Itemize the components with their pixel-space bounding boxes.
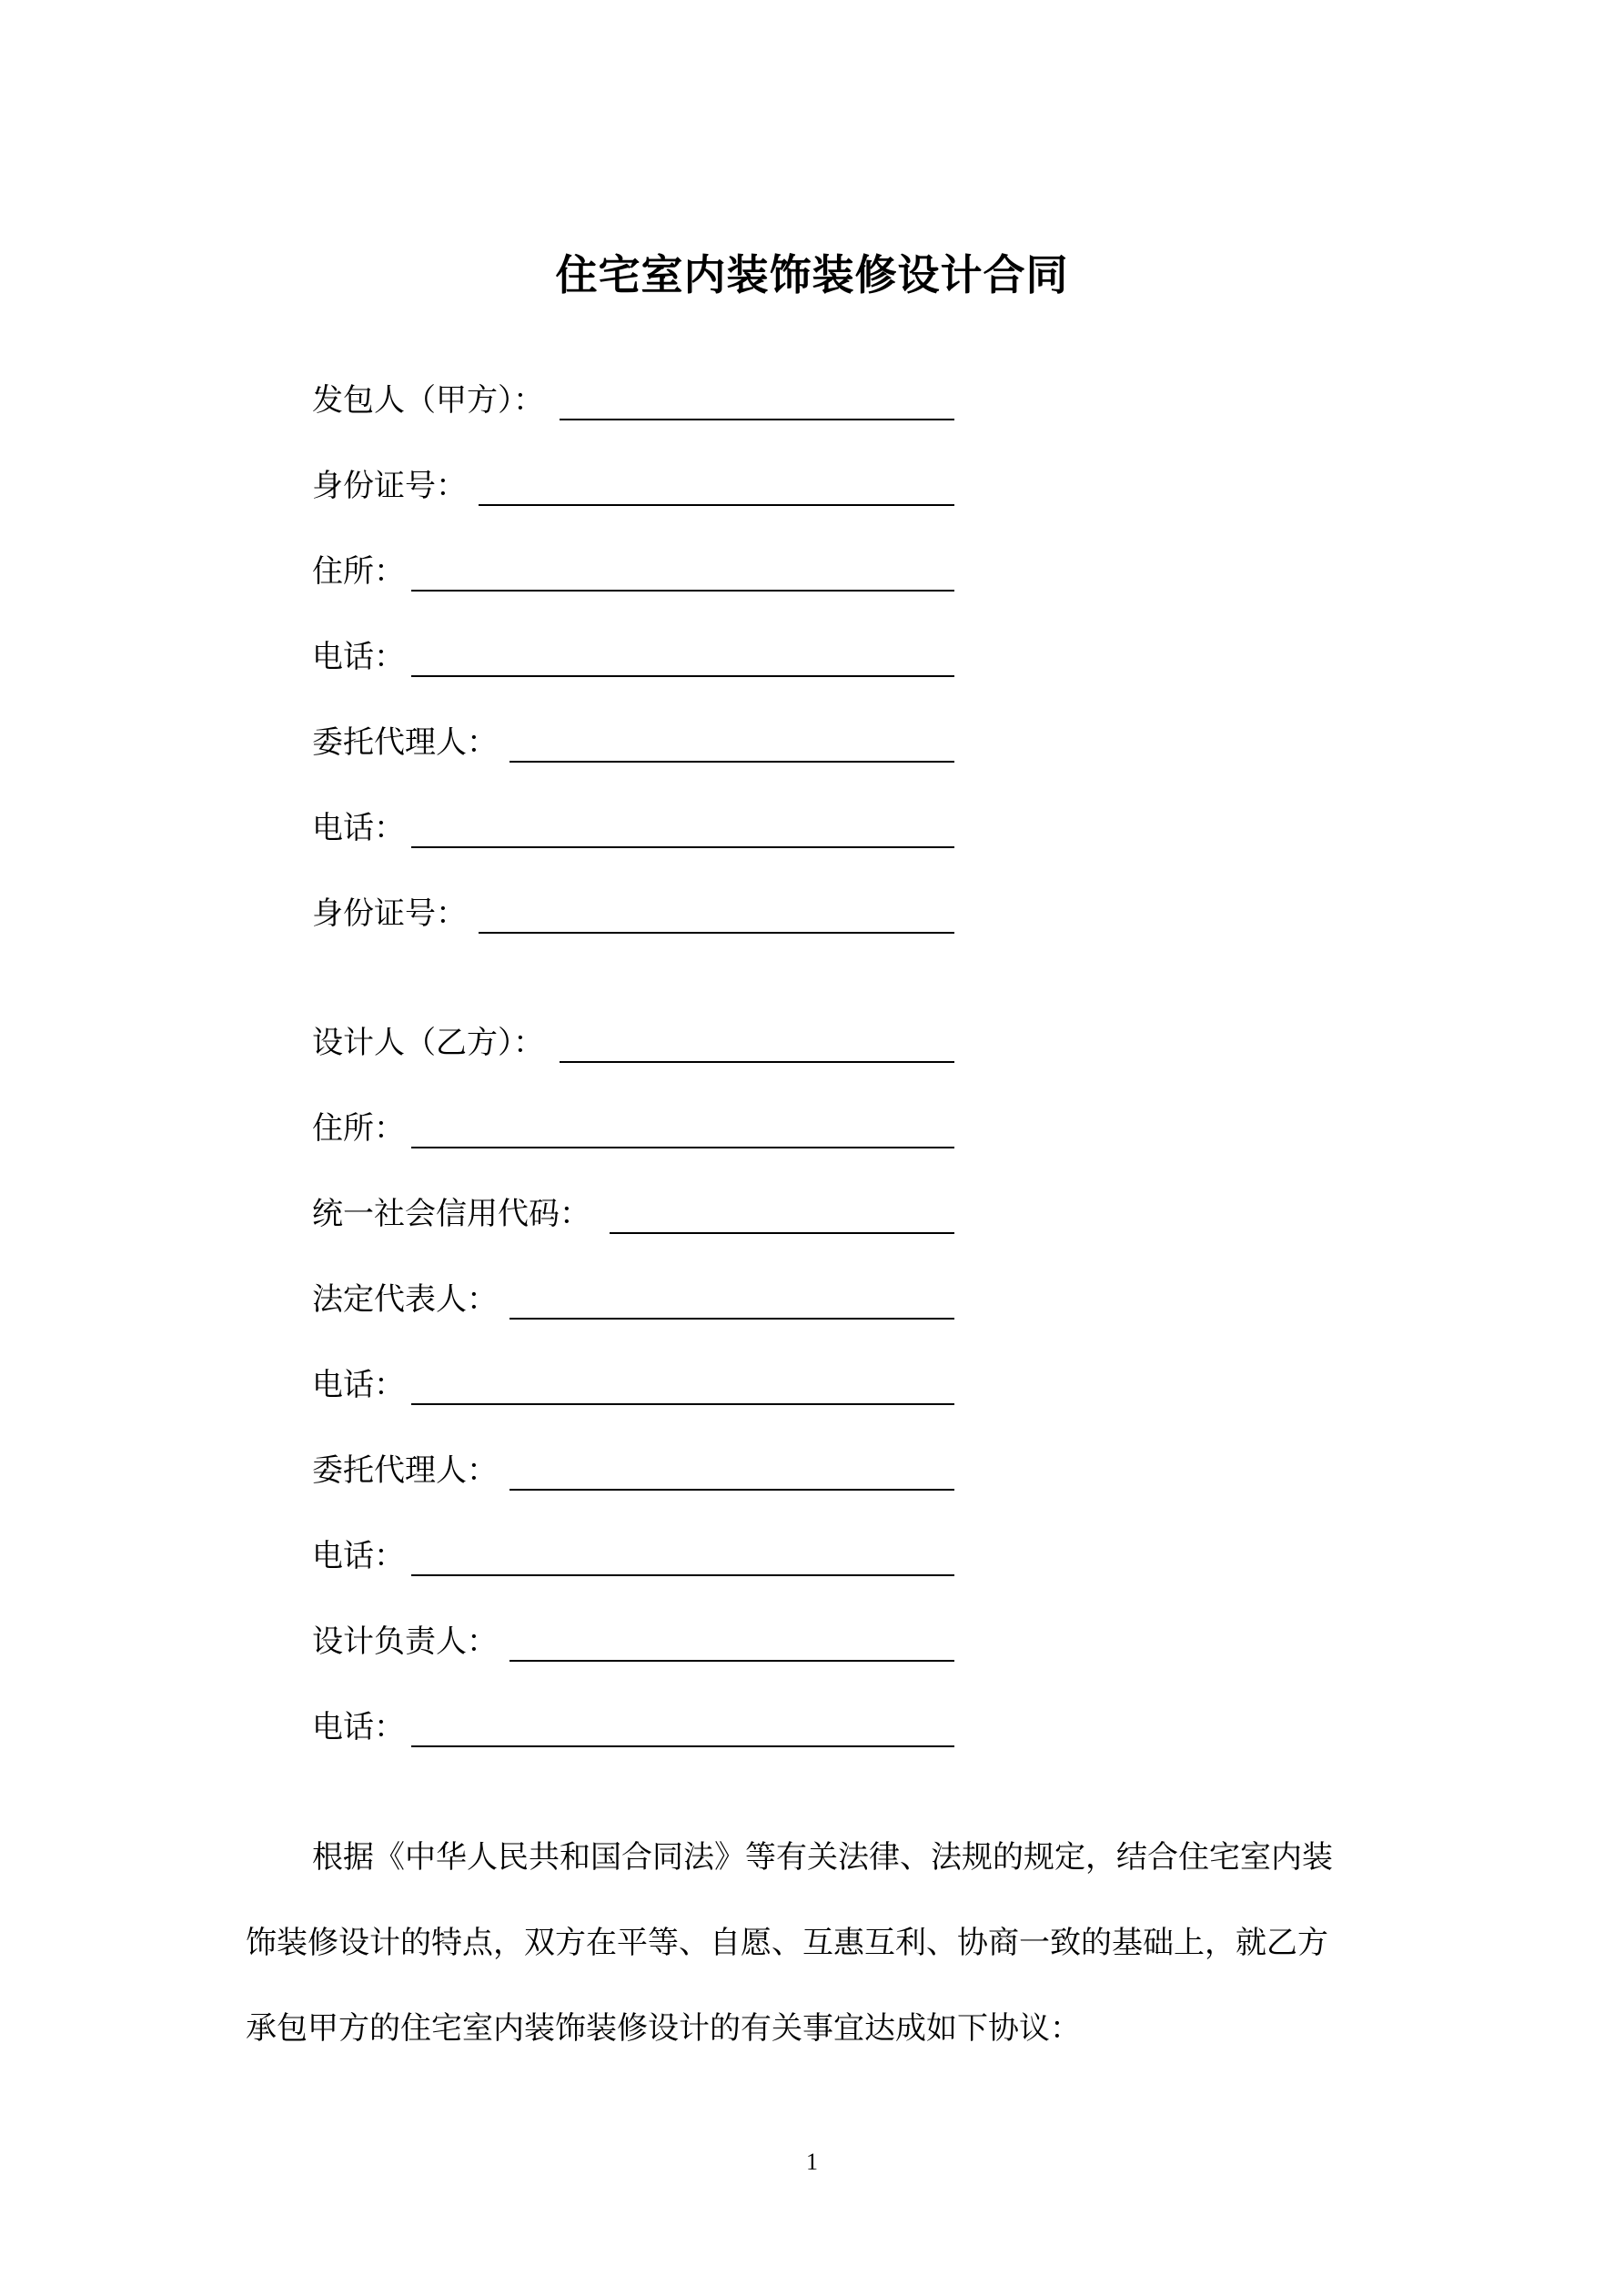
field-a-phone [312, 634, 954, 680]
field-a-phone-label: 电话： [312, 639, 405, 675]
field-a-agent-id-label: 身份证号： [312, 895, 467, 932]
field-b-agent-phone [312, 1533, 954, 1579]
field-a-agent-blank[interactable] [509, 761, 954, 763]
field-designer [312, 1020, 954, 1066]
field-b-phone-blank[interactable] [411, 1403, 954, 1405]
field-a-agent-id [312, 891, 954, 936]
field-a-address-label: 住所： [312, 553, 405, 590]
field-credit-code-label: 统一社会信用代码： [312, 1196, 590, 1232]
field-design-lead-label: 设计负责人： [312, 1623, 498, 1660]
field-design-lead-phone [312, 1704, 954, 1750]
field-id-number-blank[interactable] [479, 504, 954, 506]
field-designer-blank[interactable] [560, 1061, 954, 1063]
field-a-agent-label: 委托代理人： [312, 724, 498, 761]
field-b-agent [312, 1448, 954, 1493]
field-id-number-label: 身份证号： [312, 468, 467, 504]
field-b-phone [312, 1362, 954, 1408]
field-b-agent-phone-blank[interactable] [411, 1574, 954, 1576]
field-b-phone-label: 电话： [312, 1367, 405, 1403]
field-a-phone-blank[interactable] [411, 675, 954, 677]
field-a-address [312, 549, 954, 594]
field-a-agent [312, 720, 954, 765]
field-design-lead-phone-label: 电话： [312, 1709, 405, 1745]
field-a-address-blank[interactable] [411, 590, 954, 592]
field-b-agent-label: 委托代理人： [312, 1452, 498, 1489]
preamble-line-1: 根据《中华人民共和国合同法》等有关法律、法规的规定，结合住宅室内装 [312, 1839, 1333, 1876]
field-credit-code [312, 1191, 954, 1237]
field-b-agent-blank[interactable] [509, 1489, 954, 1491]
field-legal-rep-blank[interactable] [509, 1318, 954, 1320]
field-a-agent-phone-label: 电话： [312, 810, 405, 846]
field-client-blank[interactable] [560, 419, 954, 420]
field-legal-rep-label: 法定代表人： [312, 1281, 498, 1318]
field-client-label: 发包人（甲方）： [312, 382, 544, 419]
field-client [312, 378, 954, 423]
field-id-number [312, 463, 954, 509]
field-b-address-blank[interactable] [411, 1147, 954, 1148]
field-design-lead-phone-blank[interactable] [411, 1745, 954, 1747]
page-number: 1 [806, 2149, 818, 2175]
contract-title: 住宅室内装饰装修设计合同 [555, 250, 1069, 299]
preamble-line-3: 承包甲方的住宅室内装饰装修设计的有关事宜达成如下协议： [246, 2010, 1081, 2047]
field-design-lead [312, 1619, 954, 1664]
field-a-agent-id-blank[interactable] [479, 932, 954, 934]
preamble-line-2: 饰装修设计的特点，双方在平等、自愿、互惠互利、协商一致的基础上，就乙方 [246, 1925, 1328, 1961]
field-a-agent-phone [312, 805, 954, 851]
field-a-agent-phone-blank[interactable] [411, 846, 954, 848]
field-design-lead-blank[interactable] [509, 1660, 954, 1662]
field-b-address-label: 住所： [312, 1110, 405, 1147]
field-designer-label: 设计人（乙方）： [312, 1025, 544, 1061]
field-b-agent-phone-label: 电话： [312, 1538, 405, 1574]
field-legal-rep [312, 1277, 954, 1322]
field-b-address [312, 1106, 954, 1151]
field-credit-code-blank[interactable] [610, 1232, 954, 1234]
